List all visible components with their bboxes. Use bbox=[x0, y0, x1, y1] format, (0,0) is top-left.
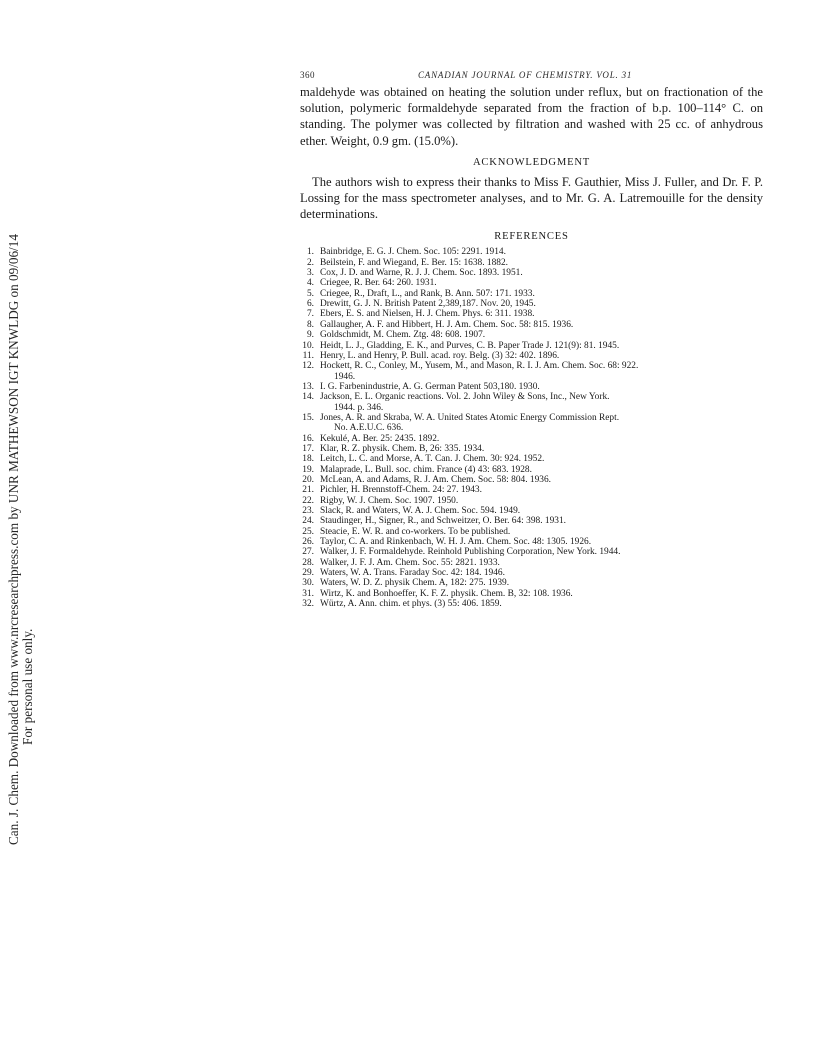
reference-text: Würtz, A. Ann. chim. et phys. (3) 55: 406. 1859. bbox=[320, 599, 502, 610]
reference-item bbox=[300, 330, 763, 340]
reference-item bbox=[300, 506, 763, 516]
reference-number: 10. bbox=[302, 340, 314, 351]
download-notice bbox=[0, 0, 40, 1053]
reference-text: Kekulé, A. Ber. 25: 2435. 1892. bbox=[320, 433, 440, 444]
reference-text: Bainbridge, E. G. J. Chem. Soc. 105: 2291. 1914. bbox=[320, 247, 506, 258]
reference-item bbox=[300, 599, 763, 609]
page-number: 360 bbox=[300, 70, 315, 80]
reference-text: McLean, A. and Adams, R. J. Am. Chem. Soc. 58: 804. 1936. bbox=[320, 474, 551, 485]
reference-continuation: 1946. bbox=[334, 371, 356, 382]
acknowledgment-paragraph: The authors wish to express their thanks to Miss F. Gauthier, Miss J. Fuller, and Dr. F. P. Lossing for the mass spectrometer analyses, and to Mr. G. A. Latremouille for the density determinations. bbox=[300, 174, 763, 222]
reference-item bbox=[300, 351, 763, 361]
running-head bbox=[300, 66, 763, 84]
reference-number: 9. bbox=[306, 330, 314, 341]
reference-text: Jones, A. R. and Skraba, W. A. United States Atomic Energy Commission Rept. bbox=[320, 412, 620, 423]
reference-text: Pichler, H. Brennstoff-Chem. 24: 27. 1943. bbox=[320, 485, 482, 496]
reference-number: 30. bbox=[302, 578, 314, 589]
reference-item bbox=[300, 289, 763, 299]
reference-number: 14. bbox=[302, 392, 314, 403]
reference-number: 20. bbox=[302, 474, 314, 485]
reference-item bbox=[300, 444, 763, 454]
reference-text: Steacie, E. W. R. and co-workers. To be published. bbox=[320, 526, 511, 537]
reference-number: 1. bbox=[306, 247, 314, 258]
reference-number: 23. bbox=[302, 506, 314, 517]
download-notice-line1: Can. J. Chem. Downloaded from www.nrcresearchpress.com by UNR MATHEWSON IGT KNWLDG on 09/06/14 bbox=[6, 234, 21, 845]
reference-item bbox=[300, 434, 763, 444]
reference-text: Wirtz, K. and Bonhoeffer, K. F. Z. physik. Chem. B, 32: 108. 1936. bbox=[320, 588, 573, 599]
reference-number: 8. bbox=[306, 319, 314, 330]
reference-item bbox=[300, 258, 763, 268]
reference-item bbox=[300, 392, 763, 413]
reference-text: Henry, L. and Henry, P. Bull. acad. roy. Belg. (3) 32: 402. 1896. bbox=[320, 350, 560, 361]
reference-number: 24. bbox=[302, 516, 314, 527]
reference-number: 13. bbox=[302, 381, 314, 392]
experimental-paragraph: maldehyde was obtained on heating the solution under reflux, but on fractionation of the solution, polymeric formaldehyde separated from the fraction of b.p. 100–114° C. on standing. The polymer was collected by filtration and washed with 25 cc. of anhydrous ether. Weight, 0.9 gm. (15.0%). bbox=[300, 85, 763, 148]
references-heading: REFERENCES bbox=[494, 231, 569, 243]
reference-number: 4. bbox=[306, 278, 314, 289]
reference-item bbox=[300, 475, 763, 485]
reference-number: 15. bbox=[302, 412, 314, 423]
reference-list bbox=[300, 247, 763, 609]
reference-text: Heidt, L. J., Gladding, E. K., and Purves, C. B. Paper Trade J. 121(9): 81. 1945. bbox=[320, 340, 620, 351]
reference-item bbox=[300, 454, 763, 464]
reference-item bbox=[300, 382, 763, 392]
reference-text: Waters, W. D. Z. physik Chem. A, 182: 275. 1939. bbox=[320, 578, 510, 589]
reference-number: 5. bbox=[306, 288, 314, 299]
reference-number: 26. bbox=[302, 537, 314, 548]
reference-number: 25. bbox=[302, 526, 314, 537]
reference-number: 6. bbox=[306, 299, 314, 310]
reference-item bbox=[300, 320, 763, 330]
journal-title: CANADIAN JOURNAL OF CHEMISTRY. VOL. 31 bbox=[418, 70, 633, 80]
reference-item bbox=[300, 496, 763, 506]
reference-text: Jackson, E. L. Organic reactions. Vol. 2. John Wiley & Sons, Inc., New York. bbox=[320, 392, 610, 403]
reference-number: 7. bbox=[306, 309, 314, 320]
reference-text: Malaprade, L. Bull. soc. chim. France (4) 43: 683. 1928. bbox=[320, 464, 532, 475]
reference-item bbox=[300, 578, 763, 588]
reference-number: 18. bbox=[302, 454, 314, 465]
reference-item bbox=[300, 527, 763, 537]
reference-text: Goldschmidt, M. Chem. Ztg. 48: 608. 1907. bbox=[320, 330, 486, 341]
reference-number: 12. bbox=[302, 361, 314, 372]
reference-text: Staudinger, H., Signer, R., and Schweitzer, O. Ber. 64: 398. 1931. bbox=[320, 516, 566, 527]
reference-text: Ebers, E. S. and Nielsen, H. J. Chem. Phys. 6: 311. 1938. bbox=[320, 309, 535, 320]
reference-number: 16. bbox=[302, 433, 314, 444]
reference-number: 28. bbox=[302, 557, 314, 568]
journal-page bbox=[300, 66, 763, 609]
reference-text: Slack, R. and Waters, W. A. J. Chem. Soc. 594. 1949. bbox=[320, 506, 521, 517]
reference-text: Criegee, R. Ber. 64: 260. 1931. bbox=[320, 278, 437, 289]
reference-text: Gallaugher, A. F. and Hibbert, H. J. Am. Chem. Soc. 58: 815. 1936. bbox=[320, 319, 574, 330]
reference-text: Walker, J. F. J. Am. Chem. Soc. 55: 2821. 1933. bbox=[320, 557, 500, 568]
reference-item bbox=[300, 413, 763, 434]
reference-number: 3. bbox=[306, 268, 314, 279]
reference-item bbox=[300, 558, 763, 568]
reference-item bbox=[300, 485, 763, 495]
reference-item bbox=[300, 268, 763, 278]
reference-item bbox=[300, 361, 763, 382]
reference-text: Rigby, W. J. Chem. Soc. 1907. 1950. bbox=[320, 495, 459, 506]
download-notice-line2: For personal use only. bbox=[20, 628, 35, 745]
body-text bbox=[300, 84, 763, 222]
reference-item bbox=[300, 247, 763, 257]
reference-number: 29. bbox=[302, 568, 314, 579]
reference-item bbox=[300, 278, 763, 288]
reference-item bbox=[300, 547, 763, 557]
reference-number: 27. bbox=[302, 547, 314, 558]
reference-text: Drewitt, G. J. N. British Patent 2,389,187. Nov. 20, 1945. bbox=[320, 299, 536, 310]
reference-item bbox=[300, 309, 763, 319]
reference-text: Klar, R. Z. physik. Chem. B, 26: 335. 1934. bbox=[320, 443, 485, 454]
acknowledgment-heading: ACKNOWLEDGMENT bbox=[472, 156, 591, 168]
reference-text: I. G. Farbenindustrie, A. G. German Patent 503,180. 1930. bbox=[320, 381, 540, 392]
reference-number: 17. bbox=[302, 443, 314, 454]
reference-text: Criegee, R., Draft, L., and Rank, B. Ann. 507: 171. 1933. bbox=[320, 288, 535, 299]
reference-item bbox=[300, 537, 763, 547]
reference-item bbox=[300, 589, 763, 599]
reference-number: 21. bbox=[302, 485, 314, 496]
reference-number: 2. bbox=[306, 257, 314, 268]
reference-continuation: 1944. p. 346. bbox=[334, 402, 384, 413]
reference-number: 11. bbox=[302, 350, 314, 361]
reference-text: Walker, J. F. Formaldehyde. Reinhold Publishing Corporation, New York. 1944. bbox=[320, 547, 621, 558]
reference-item bbox=[300, 341, 763, 351]
reference-text: Beilstein, F. and Wiegand, E. Ber. 15: 1638. 1882. bbox=[320, 257, 509, 268]
reference-number: 32. bbox=[302, 599, 314, 610]
reference-text: Taylor, C. A. and Rinkenbach, W. H. J. Am. Chem. Soc. 48: 1305. 1926. bbox=[320, 537, 592, 548]
reference-text: Cox, J. D. and Warne, R. J. J. Chem. Soc. 1893. 1951. bbox=[320, 268, 523, 279]
reference-number: 19. bbox=[302, 464, 314, 475]
reference-text: Leitch, L. C. and Morse, A. T. Can. J. Chem. 30: 924. 1952. bbox=[320, 454, 545, 465]
reference-item bbox=[300, 299, 763, 309]
reference-item bbox=[300, 516, 763, 526]
reference-number: 31. bbox=[302, 588, 314, 599]
reference-continuation: No. A.E.U.C. 636. bbox=[334, 423, 404, 434]
reference-number: 22. bbox=[302, 495, 314, 506]
reference-text: Waters, W. A. Trans. Faraday Soc. 42: 184. 1946. bbox=[320, 568, 505, 579]
reference-text: Hockett, R. C., Conley, M., Yusem, M., and Mason, R. I. J. Am. Chem. Soc. 68: 922. bbox=[320, 361, 639, 372]
reference-item bbox=[300, 465, 763, 475]
reference-item bbox=[300, 568, 763, 578]
